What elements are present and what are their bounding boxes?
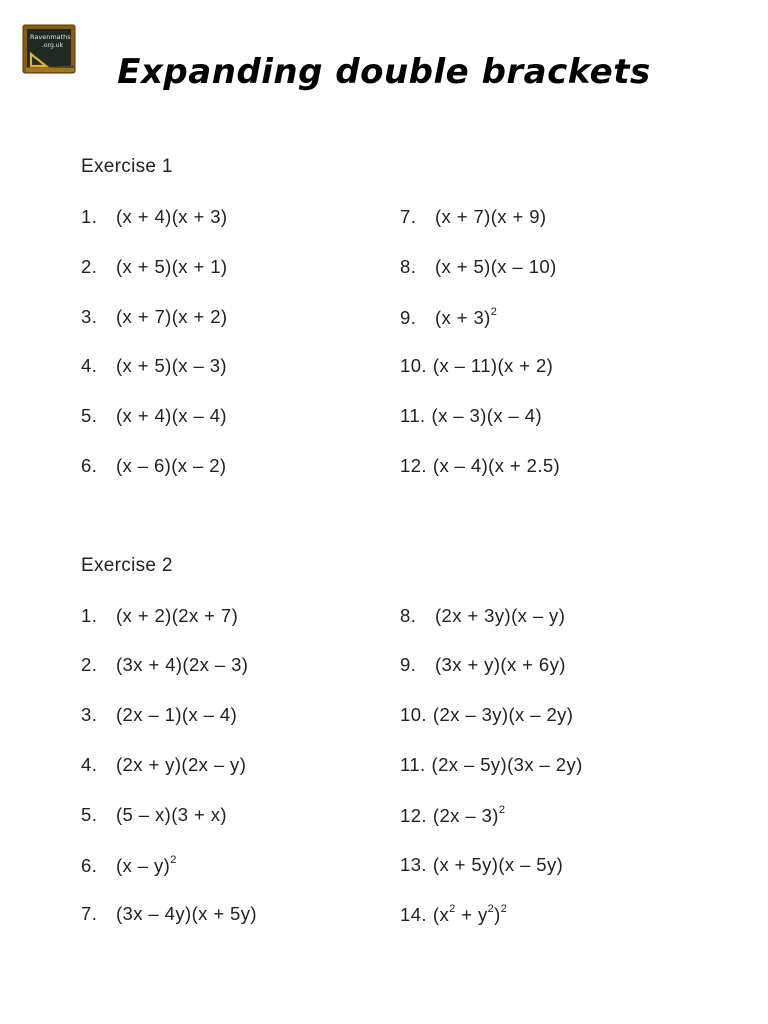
exercise-2-item-12: 12. (2x – 3)$^2$ [400, 804, 506, 826]
exercise-2-item-10: 10. (2x – 3y)(x – 2y) [400, 704, 574, 725]
logo-text-line1: Ravenmaths [30, 33, 71, 41]
exercise-2-item-8: 8. (2x + 3y)(x – y) [400, 605, 566, 626]
exercise-2-item-13: 13. (x + 5y)(x – 5y) [400, 854, 564, 875]
page-title: Expanding double brackets [117, 52, 651, 92]
exercise-1-item-2: 2. (x + 5)(x + 1) [81, 256, 228, 277]
exercise-2-item-11: 11. (2x – 5y)(3x – 2y) [400, 754, 583, 775]
exercise-2-item-14: 14. $(x^2 + y^2)^2$ [400, 903, 508, 925]
exercise-1-item-6: 6. (x – 6)(x – 2) [81, 455, 227, 476]
exercise-1-item-4: 4. (x + 5)(x – 3) [81, 355, 227, 376]
exercise-2-item-6: 6. (x – y)$^2$ [81, 854, 177, 876]
exercise-1-heading: Exercise 1 [81, 156, 173, 177]
exercise-2-item-7: 7. (3x – 4y)(x + 5y) [81, 903, 257, 924]
exercise-1-item-8: 8. (x + 5)(x – 10) [400, 256, 557, 277]
exercise-2-item-5: 5. (5 – x)(3 + x) [81, 804, 227, 825]
exercise-2-heading: Exercise 2 [81, 555, 173, 576]
exercise-1-item-9: 9. $(x + 3)^2$ [400, 306, 498, 328]
exercise-2-item-3: 3. (2x – 1)(x – 4) [81, 704, 238, 725]
exercise-2-item-2: 2. (3x + 4)(2x – 3) [81, 654, 249, 675]
exercise-1-item-10: 10. (x – 11)(x + 2) [400, 355, 554, 376]
exercise-1-item-12: 12. (x – 4)(x + 2.5) [400, 455, 561, 476]
exercise-2-item-1: 1. (x + 2)(2x + 7) [81, 605, 239, 626]
exercise-2-item-4: 4. (2x + y)(2x – y) [81, 754, 247, 775]
exercise-1-item-5: 5. (x + 4)(x – 4) [81, 405, 227, 426]
exercise-1-item-1: 1. (x + 4)(x + 3) [81, 206, 228, 227]
exercise-1-item-3: 3. (x + 7)(x + 2) [81, 306, 228, 327]
exercise-1-item-11: 11. (x – 3)(x – 4) [400, 405, 543, 426]
logo-text-line2: .org.uk [42, 42, 63, 49]
exercise-1-item-7: 7. (x + 7)(x + 9) [400, 206, 547, 227]
exercise-2-item-9: 9. (3x + y)(x + 6y) [400, 654, 566, 675]
